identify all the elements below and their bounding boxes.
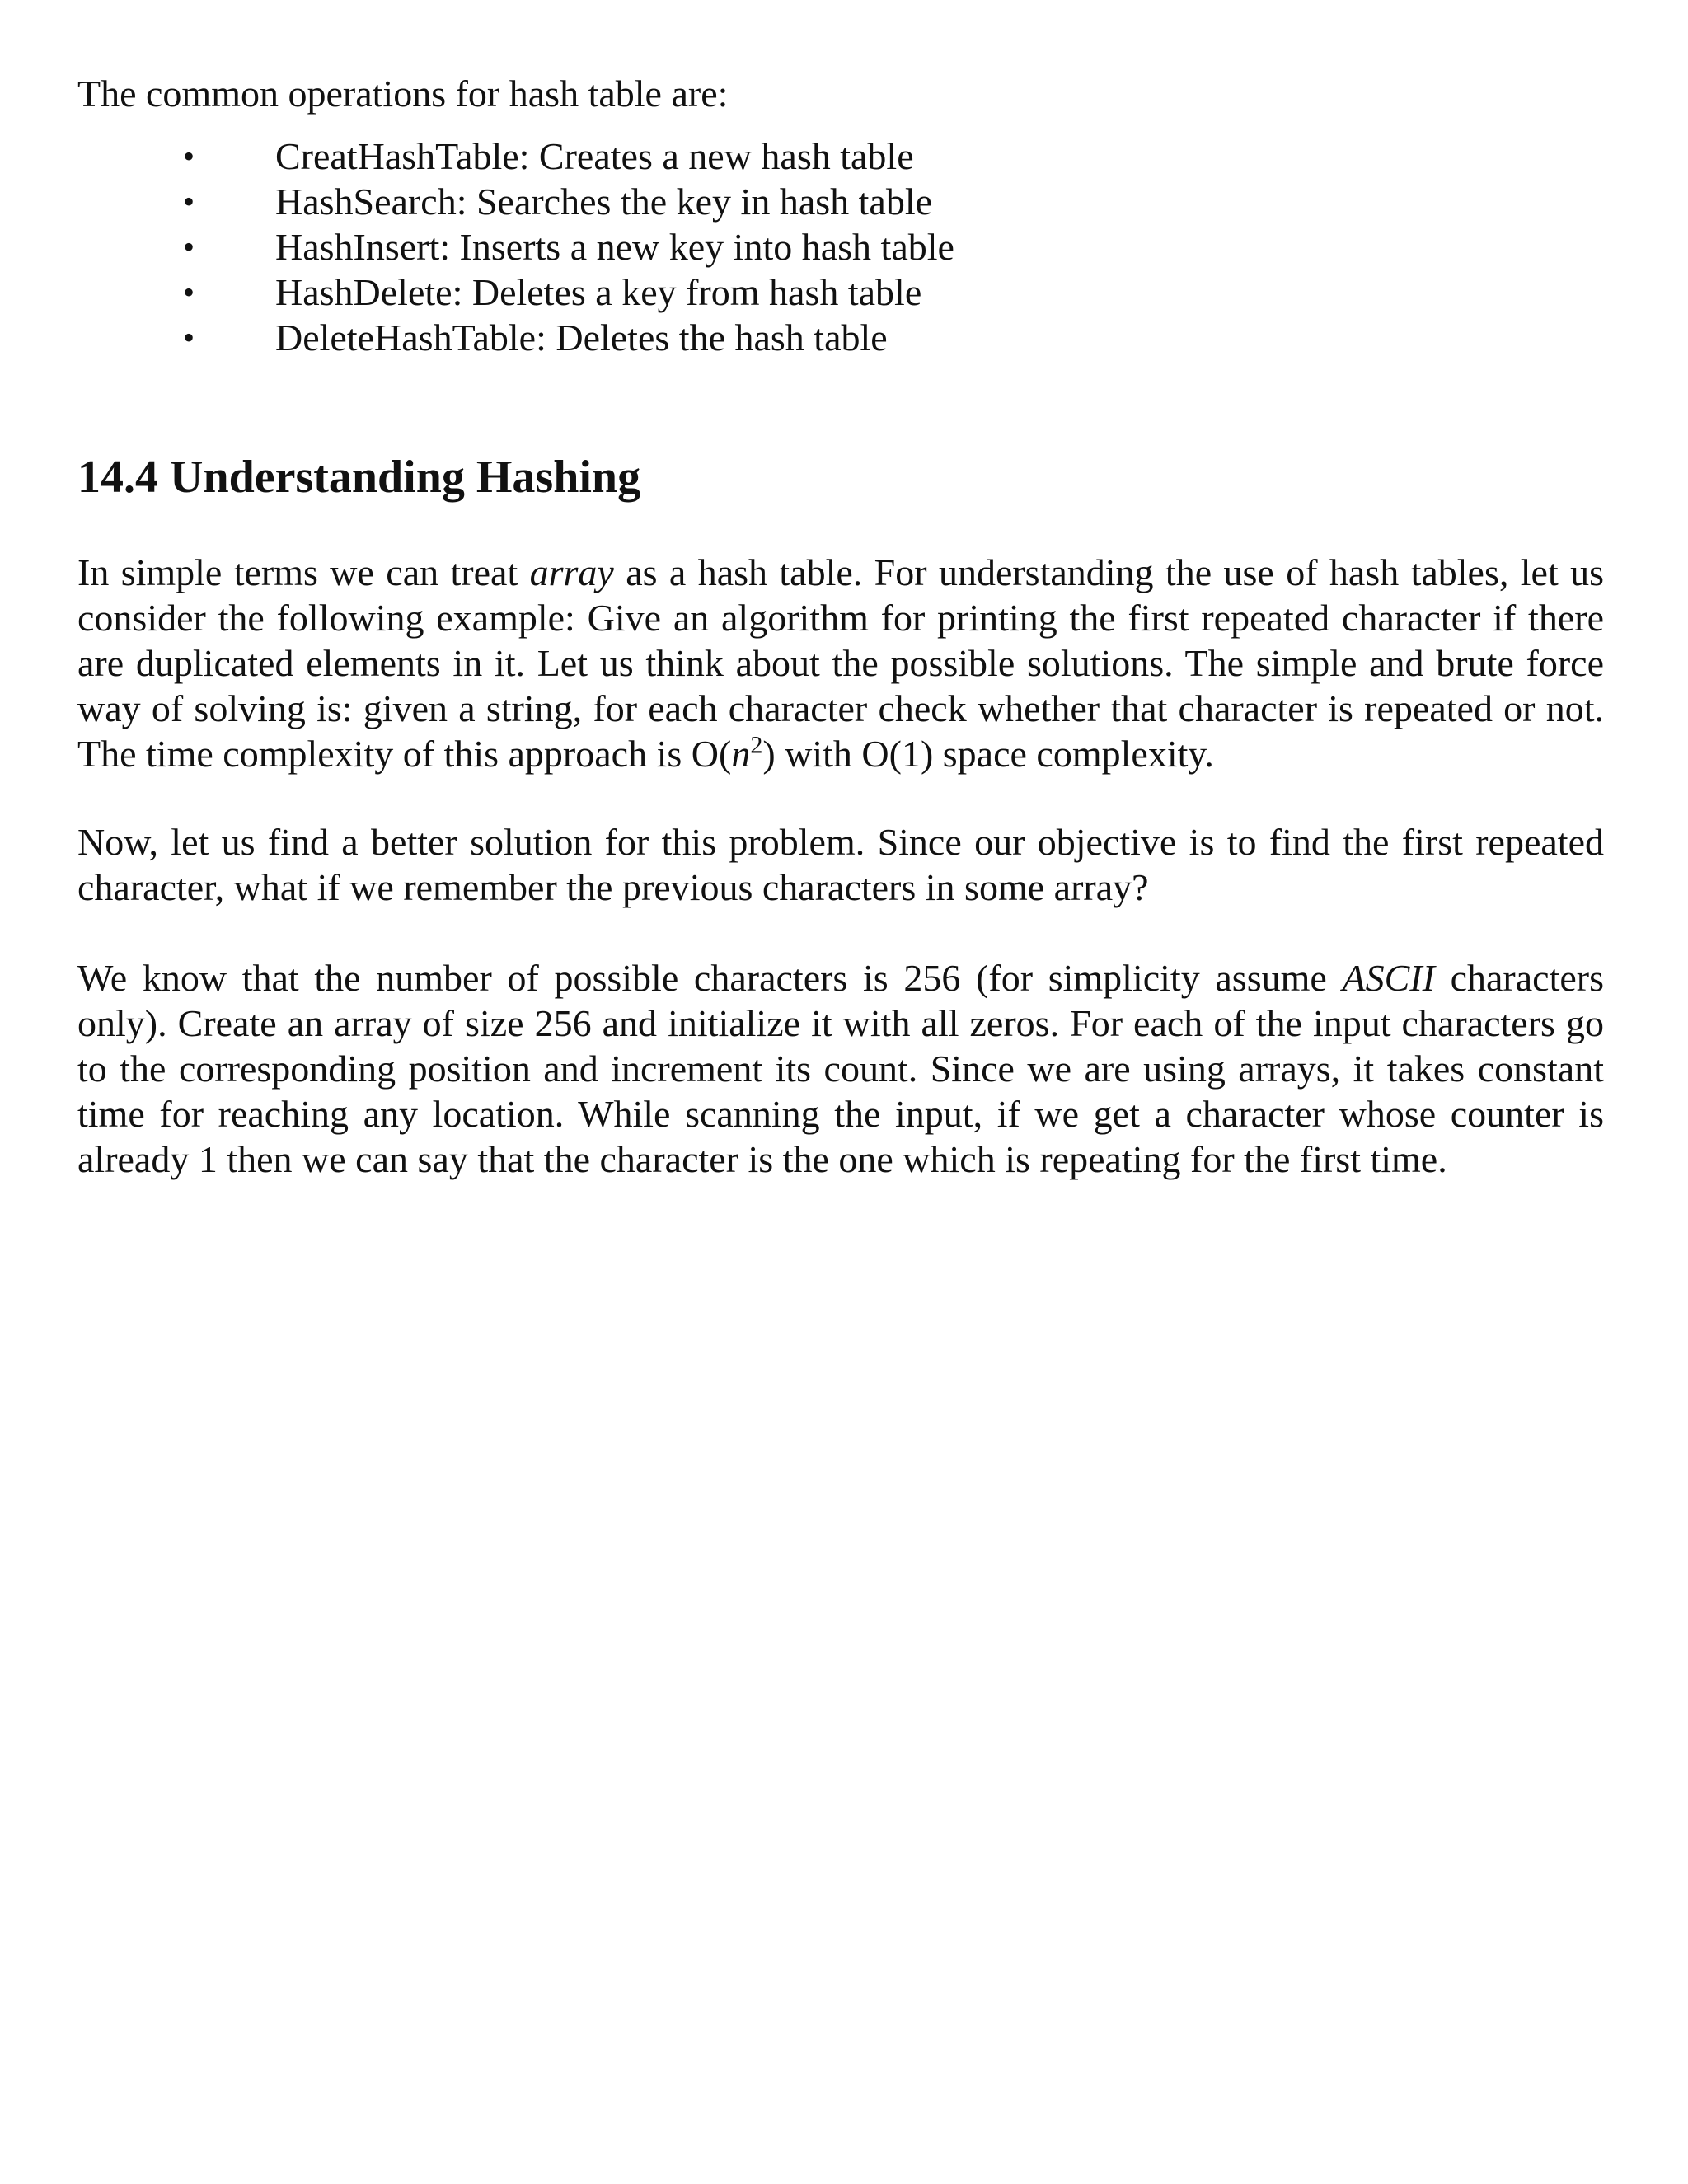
bullet: • — [183, 274, 195, 311]
operations-list — [77, 134, 1604, 360]
list-item — [77, 179, 1604, 224]
paragraph-ascii-array — [77, 955, 1604, 1182]
paragraph-text: ) with O(1) space complexity. — [762, 733, 1214, 775]
paragraph-hash-table-intro — [77, 550, 1604, 776]
math-variable-n: n — [731, 733, 751, 775]
list-item-text: HashDelete: Deletes a key from hash table — [275, 271, 922, 313]
paragraph-text: In simple terms we can treat — [77, 551, 530, 593]
superscript-exponent: 2 — [750, 731, 763, 759]
paragraph-better-solution: Now, let us find a better solution for this problem. Since our objective is to find the first repeated character, what if we remember the previous characters in some array? — [77, 821, 1604, 908]
list-item-text: HashInsert: Inserts a new key into hash table — [275, 226, 954, 268]
list-item — [77, 315, 1604, 360]
paragraph-text: characters only). Create an array of size 256 and initialize it with all zeros. For each of the input characters go to the corresponding position and increment its count. Since we are using arrays, it takes constant time for reaching any location. While scanning the input, if we get a character whose counter is already 1 then we can say that the character is the one which is repeating for the first time. — [77, 957, 1604, 1180]
page-content — [77, 71, 1604, 1182]
bullet: • — [183, 138, 195, 175]
section-heading: 14.4 Understanding Hashing — [77, 452, 641, 503]
list-item — [77, 269, 1604, 315]
intro-text: The common operations for hash table are: — [77, 73, 729, 115]
emphasis-array: array — [529, 551, 614, 593]
paragraph-text: as a hash table. For understanding the use of hash tables, let us consider the following example: Give an algorithm for printing the first repeated character if there are duplicated elements in it. Let us think about the possible solutions. The simple and brute force way of solving is: given a string, for each character check whether that character is repeated or not. The time complexity of this approach is O( — [77, 551, 1604, 775]
list-item-text: DeleteHashTable: Deletes the hash table — [275, 316, 888, 359]
bullet: • — [183, 183, 195, 220]
list-item-text: CreatHashTable: Creates a new hash table — [275, 135, 914, 177]
list-item-text: HashSearch: Searches the key in hash table — [275, 180, 933, 223]
paragraph-text: We know that the number of possible characters is 256 (for simplicity assume — [77, 957, 1343, 999]
emphasis-ascii: ASCII — [1342, 957, 1435, 999]
bullet: • — [183, 228, 195, 265]
bullet: • — [183, 319, 195, 356]
list-item — [77, 134, 1604, 179]
list-item — [77, 224, 1604, 269]
